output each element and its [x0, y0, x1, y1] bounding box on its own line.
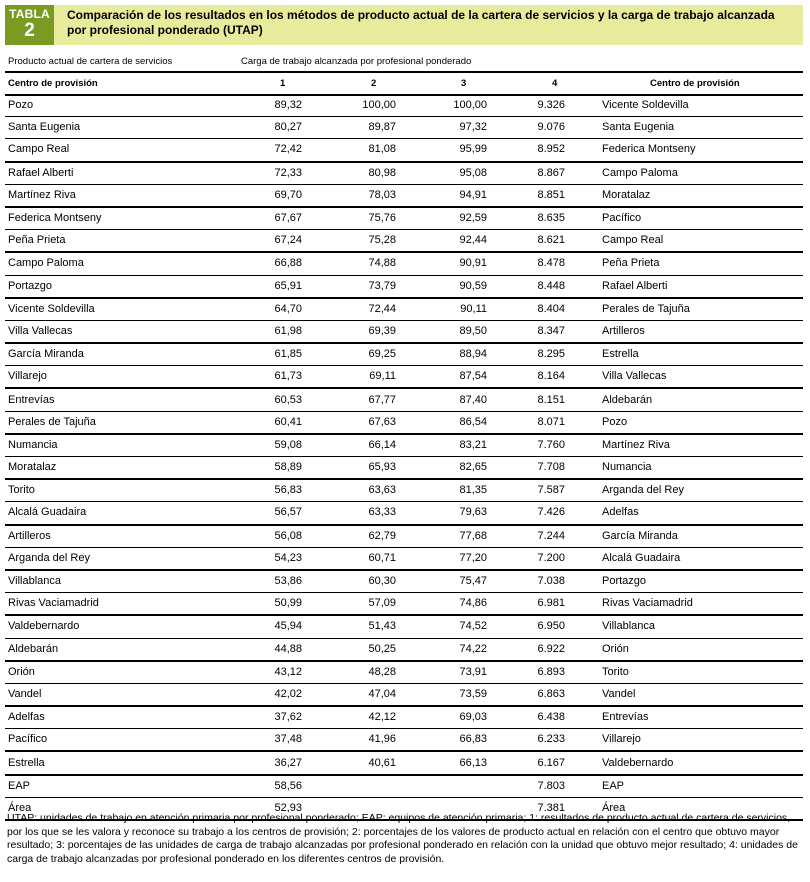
cell-center-right: Villa Vallecas	[565, 366, 803, 389]
cell-center-left: Villablanca	[5, 570, 235, 593]
table-row	[5, 593, 803, 616]
cell-value-2: 78,03	[302, 184, 396, 207]
cell-value-4: 8.164	[487, 366, 565, 389]
cell-center-right: Federica Montseny	[565, 139, 803, 162]
cell-center-right: Arganda del Rey	[565, 479, 803, 502]
table-row	[5, 547, 803, 570]
cell-value-2: 69,39	[302, 320, 396, 343]
table-row	[5, 388, 803, 411]
cell-center-left: Vandel	[5, 683, 235, 706]
cell-center-right: Portazgo	[565, 570, 803, 593]
cell-center-left: Valdebernardo	[5, 615, 235, 638]
cell-value-2: 75,28	[302, 230, 396, 253]
cell-center-right: Orión	[565, 638, 803, 661]
cell-center-left: Rafael Alberti	[5, 162, 235, 185]
cell-value-1: 54,23	[235, 547, 302, 570]
table-row	[5, 570, 803, 593]
cell-value-2: 60,30	[302, 570, 396, 593]
cell-value-2	[302, 775, 396, 798]
cell-value-1: 61,98	[235, 320, 302, 343]
cell-value-3: 87,40	[396, 388, 487, 411]
table-row	[5, 729, 803, 752]
cell-value-4: 7.381	[487, 797, 565, 820]
cell-value-4: 8.347	[487, 320, 565, 343]
table-row	[5, 683, 803, 706]
cell-center-right: Villarejo	[565, 729, 803, 752]
cell-value-1: 36,27	[235, 751, 302, 774]
cell-center-right: Numancia	[565, 457, 803, 480]
cell-value-4: 8.295	[487, 343, 565, 366]
cell-value-1: 52,93	[235, 797, 302, 820]
table-row	[5, 775, 803, 798]
cell-value-2: 42,12	[302, 706, 396, 729]
cell-value-1: 43,12	[235, 661, 302, 684]
cell-value-2: 75,76	[302, 207, 396, 230]
table-title: Comparación de los resultados en los métodos de producto actual de la cartera de servicios y la carga de trabajo alcanzada por profesional ponderado (UTAP)	[67, 8, 775, 37]
cell-value-3: 94,91	[396, 184, 487, 207]
col-header-1: 1	[280, 78, 286, 89]
cell-center-left: Estrella	[5, 751, 235, 774]
cell-value-3: 74,22	[396, 638, 487, 661]
cell-center-left: Campo Paloma	[5, 252, 235, 275]
cell-value-3: 82,65	[396, 457, 487, 480]
cell-value-3: 100,00	[396, 95, 487, 117]
cell-value-3: 81,35	[396, 479, 487, 502]
cell-value-3: 75,47	[396, 570, 487, 593]
cell-value-2: 69,25	[302, 343, 396, 366]
cell-center-left: Moratalaz	[5, 457, 235, 480]
cell-value-3: 88,94	[396, 343, 487, 366]
table-row	[5, 343, 803, 366]
cell-value-2: 47,04	[302, 683, 396, 706]
table-row	[5, 411, 803, 434]
cell-center-right: Valdebernardo	[565, 751, 803, 774]
cell-center-right: Alcalá Guadaira	[565, 547, 803, 570]
cell-value-3: 90,91	[396, 252, 487, 275]
badge-number: 2	[24, 20, 35, 41]
cell-value-1: 65,91	[235, 275, 302, 298]
table-row	[5, 184, 803, 207]
cell-value-3: 90,59	[396, 275, 487, 298]
cell-value-4: 8.621	[487, 230, 565, 253]
cell-value-4: 8.851	[487, 184, 565, 207]
cell-value-2: 50,25	[302, 638, 396, 661]
cell-value-1: 67,24	[235, 230, 302, 253]
cell-value-4: 7.803	[487, 775, 565, 798]
cell-center-right: Torito	[565, 661, 803, 684]
badge-label: TABLA	[9, 7, 50, 21]
table-row	[5, 139, 803, 162]
cell-center-right: Pozo	[565, 411, 803, 434]
table-row	[5, 479, 803, 502]
cell-center-left: Perales de Tajuña	[5, 411, 235, 434]
cell-value-2: 100,00	[302, 95, 396, 117]
table-row	[5, 366, 803, 389]
cell-center-left: Federica Montseny	[5, 207, 235, 230]
cell-center-right: Pacífico	[565, 207, 803, 230]
cell-value-4: 8.952	[487, 139, 565, 162]
cell-center-left: Área	[5, 797, 235, 820]
cell-center-left: EAP	[5, 775, 235, 798]
cell-value-2: 57,09	[302, 593, 396, 616]
cell-center-right: Estrella	[565, 343, 803, 366]
cell-value-4: 6.438	[487, 706, 565, 729]
cell-center-left: Villa Vallecas	[5, 320, 235, 343]
cell-center-left: Orión	[5, 661, 235, 684]
table-row	[5, 434, 803, 457]
cell-value-3: 97,32	[396, 117, 487, 139]
cell-value-2: 63,33	[302, 502, 396, 525]
cell-value-3: 74,86	[396, 593, 487, 616]
cell-center-right: Aldebarán	[565, 388, 803, 411]
cell-value-4: 6.981	[487, 593, 565, 616]
table-row	[5, 252, 803, 275]
cell-value-2: 60,71	[302, 547, 396, 570]
cell-value-3	[396, 775, 487, 798]
cell-center-right: Área	[565, 797, 803, 820]
cell-center-right: Perales de Tajuña	[565, 298, 803, 321]
cell-value-4: 7.587	[487, 479, 565, 502]
table-row	[5, 751, 803, 774]
cell-value-1: 67,67	[235, 207, 302, 230]
cell-value-4: 6.922	[487, 638, 565, 661]
cell-value-3: 73,91	[396, 661, 487, 684]
table-row	[5, 638, 803, 661]
cell-center-left: Rivas Vaciamadrid	[5, 593, 235, 616]
cell-center-left: Arganda del Rey	[5, 547, 235, 570]
cell-center-left: Aldebarán	[5, 638, 235, 661]
cell-value-3: 87,54	[396, 366, 487, 389]
cell-value-2: 74,88	[302, 252, 396, 275]
cell-value-4: 6.893	[487, 661, 565, 684]
cell-center-left: Martínez Riva	[5, 184, 235, 207]
cell-center-left: Campo Real	[5, 139, 235, 162]
column-header-row	[5, 73, 803, 95]
cell-value-4: 8.867	[487, 162, 565, 185]
cell-center-left: Santa Eugenia	[5, 117, 235, 139]
cell-value-4: 9.076	[487, 117, 565, 139]
cell-center-right: Adelfas	[565, 502, 803, 525]
col-header-4: 4	[552, 78, 558, 89]
col-header-2: 2	[371, 78, 377, 89]
cell-value-3: 90,11	[396, 298, 487, 321]
data-table	[5, 95, 803, 821]
table-row	[5, 661, 803, 684]
cell-center-left: Peña Prieta	[5, 230, 235, 253]
cell-value-4: 8.448	[487, 275, 565, 298]
table-row	[5, 117, 803, 139]
cell-value-1: 50,99	[235, 593, 302, 616]
table-row	[5, 502, 803, 525]
cell-center-left: García Miranda	[5, 343, 235, 366]
cell-center-right: Entrevías	[565, 706, 803, 729]
cell-center-left: Vicente Soldevilla	[5, 298, 235, 321]
cell-value-4: 8.404	[487, 298, 565, 321]
cell-value-4: 8.151	[487, 388, 565, 411]
subheader-right: Carga de trabajo alcanzada por profesional ponderado	[241, 56, 472, 67]
table-row	[5, 230, 803, 253]
cell-center-left: Artilleros	[5, 525, 235, 548]
cell-center-left: Pacífico	[5, 729, 235, 752]
cell-value-2: 41,96	[302, 729, 396, 752]
cell-value-3: 92,59	[396, 207, 487, 230]
cell-value-1: 72,33	[235, 162, 302, 185]
cell-center-left: Pozo	[5, 95, 235, 117]
cell-value-1: 56,57	[235, 502, 302, 525]
table-row	[5, 706, 803, 729]
cell-value-4: 7.708	[487, 457, 565, 480]
cell-value-1: 58,56	[235, 775, 302, 798]
cell-value-2: 89,87	[302, 117, 396, 139]
cell-value-1: 72,42	[235, 139, 302, 162]
cell-value-2: 67,77	[302, 388, 396, 411]
cell-value-4: 9.326	[487, 95, 565, 117]
cell-value-1: 59,08	[235, 434, 302, 457]
table-row	[5, 207, 803, 230]
table-row	[5, 275, 803, 298]
cell-value-4: 6.950	[487, 615, 565, 638]
cell-value-2: 81,08	[302, 139, 396, 162]
cell-value-3: 69,03	[396, 706, 487, 729]
cell-value-1: 53,86	[235, 570, 302, 593]
cell-value-2: 48,28	[302, 661, 396, 684]
cell-value-4: 7.760	[487, 434, 565, 457]
cell-center-left: Torito	[5, 479, 235, 502]
cell-value-3: 79,63	[396, 502, 487, 525]
cell-value-2: 40,61	[302, 751, 396, 774]
table-row	[5, 95, 803, 117]
cell-center-right: Campo Paloma	[565, 162, 803, 185]
cell-value-1: 37,62	[235, 706, 302, 729]
cell-center-right: Santa Eugenia	[565, 117, 803, 139]
cell-value-1: 80,27	[235, 117, 302, 139]
data-table-body	[5, 95, 803, 820]
cell-center-left: Numancia	[5, 434, 235, 457]
cell-center-right: Vicente Soldevilla	[565, 95, 803, 117]
col-header-center-left: Centro de provisión	[8, 78, 98, 89]
cell-value-1: 56,08	[235, 525, 302, 548]
cell-value-3: 66,83	[396, 729, 487, 752]
cell-value-2: 65,93	[302, 457, 396, 480]
cell-value-3: 95,08	[396, 162, 487, 185]
cell-value-3: 74,52	[396, 615, 487, 638]
cell-value-1: 58,89	[235, 457, 302, 480]
cell-center-right: Rafael Alberti	[565, 275, 803, 298]
cell-value-3: 77,20	[396, 547, 487, 570]
cell-value-1: 60,41	[235, 411, 302, 434]
cell-value-4: 7.244	[487, 525, 565, 548]
table-row	[5, 298, 803, 321]
cell-center-right: García Miranda	[565, 525, 803, 548]
cell-value-2: 51,43	[302, 615, 396, 638]
cell-value-3: 77,68	[396, 525, 487, 548]
cell-center-left: Adelfas	[5, 706, 235, 729]
cell-center-right: Artilleros	[565, 320, 803, 343]
cell-value-4: 8.478	[487, 252, 565, 275]
cell-value-3: 66,13	[396, 751, 487, 774]
cell-value-1: 42,02	[235, 683, 302, 706]
cell-center-left: Villarejo	[5, 366, 235, 389]
cell-value-1: 64,70	[235, 298, 302, 321]
cell-value-4: 8.635	[487, 207, 565, 230]
table-badge	[5, 5, 54, 45]
cell-center-left: Portazgo	[5, 275, 235, 298]
cell-value-4: 7.038	[487, 570, 565, 593]
table-row	[5, 525, 803, 548]
cell-value-4: 8.071	[487, 411, 565, 434]
cell-value-1: 37,48	[235, 729, 302, 752]
cell-value-3: 86,54	[396, 411, 487, 434]
cell-value-2: 69,11	[302, 366, 396, 389]
cell-value-1: 61,73	[235, 366, 302, 389]
cell-value-1: 44,88	[235, 638, 302, 661]
cell-center-left: Alcalá Guadaira	[5, 502, 235, 525]
cell-value-3: 73,59	[396, 683, 487, 706]
table-row	[5, 615, 803, 638]
table-row	[5, 457, 803, 480]
footnote: UTAP: unidades de trabajo en atención primaria por profesional ponderado; EAP: equipos de atención primaria; 1: resultados de producto actual de cartera de servicios, por los que se les valora y reconoce su trabajo a los centros de provisión; 2: porcentajes de los valores de producto actual en relación con el centro que obtuvo mayor resultado; 3: porcentajes de las unidades de carga de trabajo alcanzadas por profesional ponderado en relación con la unidad que obtuvo mejor resultado; 4: unidades de carga de trabajo alcanzadas por profesional ponderado en los diferentes centros de provisión.	[7, 812, 798, 865]
cell-value-1: 61,85	[235, 343, 302, 366]
cell-value-2: 63,63	[302, 479, 396, 502]
cell-value-1: 60,53	[235, 388, 302, 411]
cell-value-4: 7.426	[487, 502, 565, 525]
cell-value-3: 95,99	[396, 139, 487, 162]
cell-value-2: 62,79	[302, 525, 396, 548]
cell-value-1: 56,83	[235, 479, 302, 502]
table-row	[5, 320, 803, 343]
cell-center-right: EAP	[565, 775, 803, 798]
cell-center-right: Campo Real	[565, 230, 803, 253]
cell-value-3: 92,44	[396, 230, 487, 253]
col-header-center-right: Centro de provisión	[650, 78, 740, 89]
cell-value-4: 7.200	[487, 547, 565, 570]
cell-value-3: 89,50	[396, 320, 487, 343]
cell-value-1: 45,94	[235, 615, 302, 638]
cell-center-right: Peña Prieta	[565, 252, 803, 275]
cell-value-4: 6.863	[487, 683, 565, 706]
cell-center-right: Villablanca	[565, 615, 803, 638]
cell-value-2: 67,63	[302, 411, 396, 434]
cell-value-2: 80,98	[302, 162, 396, 185]
cell-value-2: 73,79	[302, 275, 396, 298]
subheader-left: Producto actual de cartera de servicios	[8, 56, 173, 67]
cell-value-1: 66,88	[235, 252, 302, 275]
cell-center-right: Moratalaz	[565, 184, 803, 207]
cell-center-right: Martínez Riva	[565, 434, 803, 457]
cell-value-1: 69,70	[235, 184, 302, 207]
cell-center-left: Entrevías	[5, 388, 235, 411]
cell-value-4: 6.233	[487, 729, 565, 752]
cell-value-2: 66,14	[302, 434, 396, 457]
col-header-3: 3	[461, 78, 467, 89]
cell-value-3: 83,21	[396, 434, 487, 457]
cell-value-4: 6.167	[487, 751, 565, 774]
cell-center-right: Rivas Vaciamadrid	[565, 593, 803, 616]
cell-value-2: 72,44	[302, 298, 396, 321]
cell-value-1: 89,32	[235, 95, 302, 117]
cell-center-right: Vandel	[565, 683, 803, 706]
table-row	[5, 162, 803, 185]
